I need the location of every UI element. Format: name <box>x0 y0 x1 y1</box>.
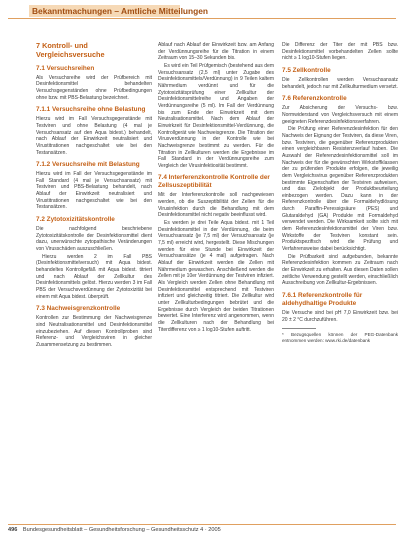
footnote-divider <box>282 328 316 329</box>
column-left <box>36 42 152 350</box>
page-number: 496 <box>8 527 18 533</box>
paragraph: Die Versuche sind bei pH 7,0 Einwirkzeit bzw. bei 20 ± 2 °C durchzuführen. <box>282 310 398 323</box>
paragraph: Die Prüfbarkeit sind aufgebunden, bekannte Referenzdesinfektion kommen zu Zeitraum nach der Einwirkzeit zu erhalten. Aus diesen Daten sollen zeitliche Verwendung gestellt werden, einschließlich Ausschreibung von Zellkultur-Ergebnissen. <box>282 253 398 287</box>
paragraph: Die nachfolgend beschriebene Zytotoxizitätskontrolle der Desinfektionsmittel dient dazu, unerwünschte zytopathische Veränderungen von Virusschäden auszuschließen. <box>36 226 152 253</box>
subsection-title: 7.1.2 Versuchsreihe mit Belastung <box>36 161 140 169</box>
subsection-title: 7.6 Referenzkontrolle <box>282 95 347 103</box>
paragraph: Die Zellkontrollen werden Versuchsansatz behandelt, jedoch nur mit Zellkulturmedium versetzt. <box>282 76 398 90</box>
journal-citation: Bundesgesundheitsblatt – Gesundheitsforschung – Gesundheitsschutz 4 · 2005 <box>22 527 221 533</box>
paragraph: Ablauf nach Ablauf der Einwirkzeit bzw. am Anfang der Verdünnungsreihe für die Titration in einem Zeitraum von 15–30 Sekunden bis. <box>158 42 274 62</box>
section-title: 7 Kontroll- und Vergleichsversuche <box>36 41 105 59</box>
paragraph: Die Prüfung einer Referenzdesinfektion für den Nachweis der Eignung der Testviren, da diese Viren, bzw. Testviren, die gegenüber Referenzprodukten einen vergleichbaren Resistenzverlauf haben. Die Auswahl der Referenzdesinfektionsmittel soll im Nachweis der für die gewünschten Wirkstoffklassen der zu prüfenden Produkte erfolgen, die jeweilig dem Vergleichsvirus gegenüber Referenzprodukten bestimmte Eigenschaften der Testviren aufweisen, und das Zielobjekt der Produktbeurteilung einbezogen werden. Dazu kann in der Referenzkontrolle über die Formaldehydlösung durch Paraffin-Peressigsäure (PES) und Glutaraldehyd (GA) Produkte mit Formaldehyd verwendet werden. Die Wirksamkeit sollte sich mit dem Referenzdesinfektionsmittel der Viren bzw. Wirkstoffe der Testviren konstant sein. Produktspezifisch wird die Prüfung und Verfahrensweise dabei berücksichtigt. <box>282 126 398 253</box>
subsection-title: 7.1 Versuchsreihen <box>36 64 95 72</box>
section-tag: Bekanntmachungen – Amtliche Mitteilungen <box>29 5 180 17</box>
paragraph: Als Versuchsreihe wird der Prüfbereich mit Desinfektionsmittel behandelten Versuchsgegenständen ohne Prüfbedingungen ohne bzw. mit PBS-Belastung bezeichnet. <box>36 74 152 101</box>
paragraph: Hierzu wird im Fall Versuchsgegenstände mit Testviren und ohne Belastung (4 mal je Versuchsansatz auf den Aqua bidest.) behandelt, nach Ablauf der Einwirkzeit neutralisiert und Virustitrationen nachgeschaltet wie bei den Testansätzen. <box>36 116 152 156</box>
page-footer <box>8 524 396 533</box>
paragraph: Mit der Interferenzkontrolle soll nachgewiesen werden, ob die Suszeptibilität der Zellen für die Virusinfektion durch die Behandlung mit dem Desinfektionsmittel nicht negativ beeinflusst wird. <box>158 192 274 219</box>
paragraph: Es wird ein Teil Prüfgemisch (bestehend aus dem Versuchsansatz (2,5 ml) unter Zugabe des Desinfektionsmittels/Verdünnung) in 9 Teilen kaltem Nährmedium verdünnt und für die Zytotoxizitätsprüfung einer Zellkultur der Desinfektionsmittelreihe und Angaben der Verdünnungsreihe (5 ml). Im Fall der Verdünnung bis zum Ende der Einwirkzeit mit dem Neutralisationsmittel. Nach dem Ablauf der Einwirkzeit für Desinfektionsmittel-Verdünnung, die Kontrollgerät wie Nachweisgrenze. Die Titration der Virusverdünnung in der Kontrolle wie bei Nachweisgrenze bestimmt zu werden. Für die Titration in Zellkulturen werden die Ergebnisse im Fall Standard in der Verdünnungsreihe zum Vergleich der Virusinfektiosität bestimmt. <box>158 62 274 169</box>
paragraph: Hierzu werden 2 im Fall PBS (Desinfektionsmittelversuch) mit Aqua bidest. behandeltes Kontrollgefäß mit Aqua bidest. titriert und nach Ablauf der Zellkultur des Desinfektionsmittels gelöst. Hierzu werden 3 im Fall PBS der Versuchsverdünnung der Zytotoxizität bei einem mit Aqua bidest. überprüft. <box>36 253 152 300</box>
column-right <box>282 42 398 345</box>
subsection-title: 7.1.1 Versuchsreihe ohne Belastung <box>36 106 146 114</box>
subsection-title: 7.4 Interferenzkontrolle Kontrolle der Zellsuszeptibilität <box>158 174 270 190</box>
subsection-title: 7.6.1 Referenzkontrolle für aldehydhaltige Produkte <box>282 292 363 307</box>
column-middle <box>158 42 274 334</box>
paragraph: Es werden je drei Teile Aqua bidest. mit 1 Teil Desinfektionsmittel in der Verdünnung, die beim Versuchsansatz (je 7,5 ml) der Versuchsansatz (je 7,5 ml) erreicht wird, hergestellt. Diese Mischungen werden für eine Stunde bei Einwirkzeit der Versuchsansätze (je 4 mal) aufgetragen. Nach Ablauf der Einwirkzeit werden die Zellen mit Nährmedium gewaschen. Anschließend werden die Zellen mit je 10er Verdünnung der Testviren infiziert. Als Vergleich werden Zellen ohne Behandlung mit Desinfektionsmittel entsprechend mit Testviren infiziert und gleichzeitig titriert. Die Zellkultur wird unter Zellkulturbedingungen bebrütet und die Ergebnisse durch Vergleich der beiden Titrationen bewertet. Eine Interferenz wird angenommen, wenn die Zellkulturen nach der Behandlung bei Titerdifferenz von ≥ 1 log10-Stufen auftritt. <box>158 220 274 333</box>
subsection-title: 7.5 Zellkontrolle <box>282 66 331 74</box>
subsection-title: 7.3 Nachweisgrenzkontrolle <box>36 305 121 313</box>
paragraph: Die Differenz der Titer der mit PBS bzw. Desinfektionsmittel vorbehandelten Zellen sollte nicht ≥ 1 log10-Stufen liegen. <box>282 42 398 62</box>
paragraph: Kontrollen zur Bestimmung der Nachweisgrenze sind Neutralisationsmittel und Desinfektionsmittel einzubeziehen. Auf diesen Kontrollproben sind Referenz- und Vergleichsviren in gleicher Zusammensetzung zu bestimmen. <box>36 315 152 348</box>
footnote: * Bezugsquellen können der PEG-Datenbank entnommen werden: www.rki.de/datenbank <box>282 332 398 344</box>
subsection-title: 7.2 Zytotoxizitätskontrolle <box>36 216 115 224</box>
paragraph: Hierzu wird im Fall der Versuchsgegenstände im Fall Standard (4 mal je Versuchsansatz) mit Testviren und PBS-Belastung behandelt, nach Ablauf der Einwirkzeit neutralisiert und Virustitrationen nachgeschaltet wie bei den Testansätzen. <box>36 171 152 211</box>
paragraph: Zur Absicherung der Versuchs- bzw. Normwiderstand von Vergleichsversuch mit einem geeigneten Referenzdesinfektionsverfahren. <box>282 105 398 125</box>
